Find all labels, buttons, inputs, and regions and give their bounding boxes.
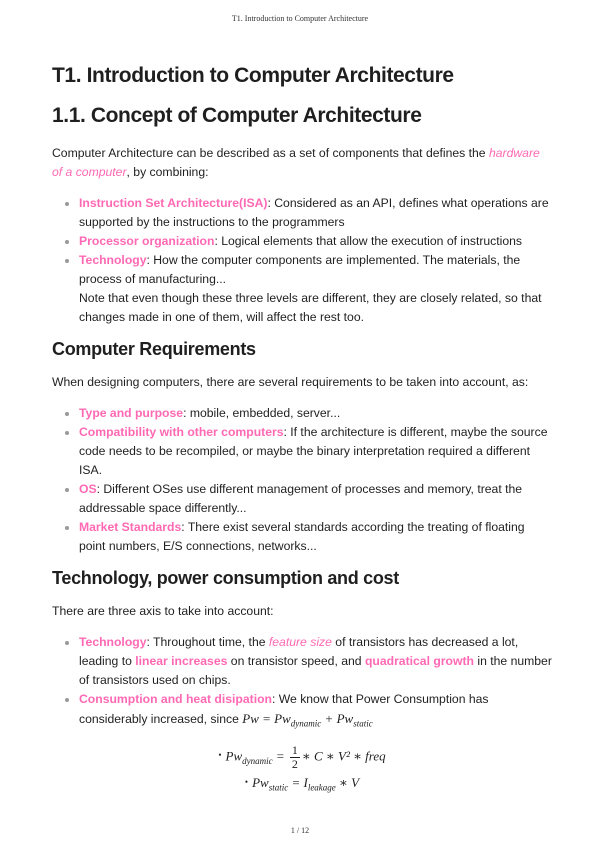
note-text: Note that even though these three levels are different, they are closely related, so that changes made in one of them, will affect the rest too. — [79, 291, 542, 324]
page-number: 1 / 12 — [290, 826, 310, 835]
technology-intro: There are three axis to take into account: — [52, 604, 274, 618]
list-item: Type and purpose: mobile, embedded, server... — [52, 404, 552, 423]
running-header: T1. Introduction to Computer Architecture — [231, 14, 369, 23]
formula-dynamic: • $Pw_{dynamic}$ = $\frac{1}{2}$ ∗ C ∗ V² ∗ freq — [218, 742, 386, 771]
list-item: Compatibility with other computers: If the architecture is different, maybe the source code needs to be recompiled, or maybe the binary interpretation required a different ISA. — [52, 423, 552, 480]
list-item: Market Standards: There exist several standards according the treating of floating point numbers, E/S connections, networks... — [52, 518, 552, 556]
list-item: Technology: Throughout time, the feature size of transistors has decreased a lot, leading to linear increases on transistor speed, and quadratical growth in the number of transistors used on chips. — [52, 633, 552, 690]
document-title: T1. Introduction to Computer Architecture — [52, 64, 454, 87]
requirements-list — [52, 404, 552, 556]
technology-list — [52, 633, 552, 734]
power-equation-inline: $Pw = Pw_{dynamic} + Pw_{static}$ — [242, 711, 373, 729]
list-item: Processor organization: Logical elements that allow the execution of instructions — [52, 232, 552, 251]
document-body — [52, 62, 552, 798]
section-heading-1-1: 1.1. Concept of Computer Architecture — [52, 104, 422, 127]
architecture-components-list — [52, 194, 552, 327]
list-item: Instruction Set Architecture(ISA): Considered as an API, defines what operations are supported by the instructions to the programmers — [52, 194, 552, 232]
list-item: OS: Different OSes use different management of processes and memory, treat the addressable space differently... — [52, 480, 552, 518]
formula-static: • $Pw_{static} = I_{leakage}$ ∗ V — [244, 774, 360, 793]
fraction-one-half: $\frac{1}{2}$ — [291, 742, 298, 771]
requirements-intro: When designing computers, there are several requirements to be taken into account, as: — [52, 375, 529, 389]
formula-block — [52, 744, 552, 799]
section-heading-technology: Technology, power consumption and cost — [52, 568, 399, 588]
list-item: Technology: How the computer components are implemented. The materials, the process of manufacturing... Note that even though these three levels are different, they are closely related, so that changes made in one of them, will affect the rest too. — [52, 251, 552, 327]
list-item: Consumption and heat disipation: We know that Power Consumption has considerably increased, since $Pw = Pw_{dynamic} + Pw_{static}$ — [52, 690, 552, 734]
section-heading-requirements: Computer Requirements — [52, 339, 256, 359]
emphasis-hardware: hardware of a computer — [52, 146, 540, 179]
intro-paragraph: Computer Architecture can be described as a set of components that defines the hardware of a computer, by combining: — [52, 146, 540, 179]
